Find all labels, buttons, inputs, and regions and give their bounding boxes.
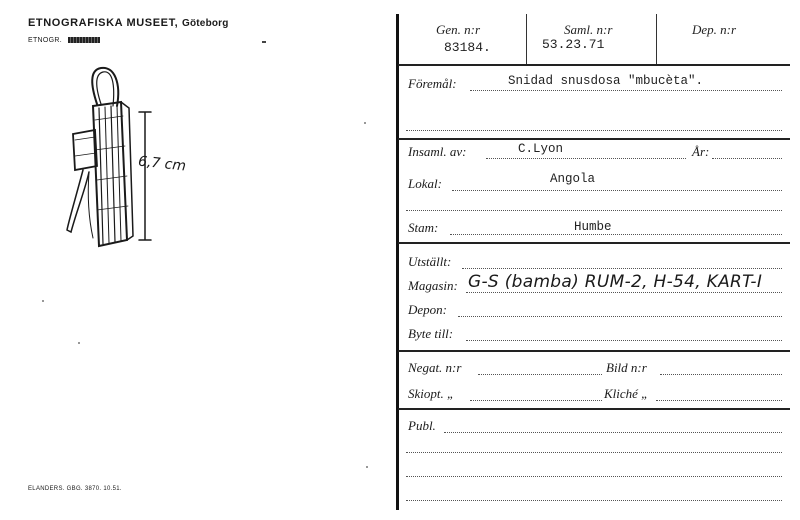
header-rule xyxy=(398,64,790,66)
dotted-line xyxy=(712,158,782,159)
museum-name xyxy=(28,17,229,29)
insaml-label: Insaml. av: xyxy=(408,144,467,159)
museum-city: Göteborg xyxy=(181,18,229,29)
section-rule xyxy=(398,242,790,244)
skiopt-label: Skiopt. „ xyxy=(408,386,455,401)
bild-label: Bild n:r xyxy=(606,360,647,375)
card-left-border xyxy=(396,14,399,510)
dotted-line xyxy=(470,400,602,401)
dotted-line xyxy=(406,476,782,477)
foremal-value: Snidad snusdosa "mbucèta". xyxy=(508,74,704,88)
dotted-line xyxy=(406,210,782,211)
magasin-value: G-S (bamba) RUM-2, H-54, KART-I xyxy=(468,272,763,292)
speck xyxy=(78,342,80,344)
lokal-value: Angola xyxy=(550,172,596,186)
dotted-line xyxy=(478,374,602,375)
dotted-line xyxy=(452,190,782,191)
depon-label: Depon: xyxy=(408,302,447,317)
dotted-line xyxy=(466,340,782,341)
dotted-line xyxy=(450,234,782,235)
negat-label: Negat. n:r xyxy=(408,360,462,375)
stam-label: Stam: xyxy=(408,220,439,235)
magasin-label: Magasin: xyxy=(408,278,458,293)
etnogr-label xyxy=(28,37,100,44)
publ-label: Publ. xyxy=(408,418,436,433)
gen-label: Gen. n:r xyxy=(436,22,481,37)
dotted-line xyxy=(660,374,782,375)
ar-label: År: xyxy=(692,144,710,159)
kliche-label: Kliché „ xyxy=(604,386,649,401)
dotted-line xyxy=(458,316,782,317)
dotted-line xyxy=(406,500,782,501)
utstallt-label: Utställt: xyxy=(408,254,452,269)
dotted-line xyxy=(486,158,686,159)
etnogr-text: ETNOGR. xyxy=(28,37,62,44)
dotted-line xyxy=(444,432,782,433)
section-rule xyxy=(398,408,790,410)
dotted-line xyxy=(462,268,782,269)
speck xyxy=(42,300,44,302)
dotted-line xyxy=(470,90,782,91)
dimension-label: 6,7 cm xyxy=(137,153,187,175)
speck xyxy=(364,122,366,124)
dotted-line xyxy=(406,130,782,131)
section-rule xyxy=(398,350,790,352)
foremal-label: Föremål: xyxy=(408,76,457,91)
header-divider-1 xyxy=(526,14,527,64)
dotted-line xyxy=(656,400,782,401)
printer-imprint: ELANDERS. GBG. 3870. 10.51. xyxy=(28,486,122,492)
header-divider-2 xyxy=(656,14,657,64)
lokal-label: Lokal: xyxy=(408,176,442,191)
stam-value: Humbe xyxy=(574,220,612,234)
section-rule xyxy=(398,138,790,140)
saml-label: Saml. n:r xyxy=(564,22,613,37)
dep-label: Dep. n:r xyxy=(692,22,737,37)
gen-value: 83184. xyxy=(444,40,491,55)
saml-value: 53.23.71 xyxy=(542,37,605,52)
insaml-value: C.Lyon xyxy=(518,142,564,156)
ink-mark xyxy=(262,41,266,43)
byte-label: Byte till: xyxy=(408,326,454,341)
dotted-line xyxy=(406,452,782,453)
speck xyxy=(366,466,368,468)
struck-out-stamp xyxy=(68,37,100,43)
museum-name-text: ETNOGRAFISKA MUSEET, xyxy=(28,17,179,29)
dotted-line xyxy=(466,292,782,293)
